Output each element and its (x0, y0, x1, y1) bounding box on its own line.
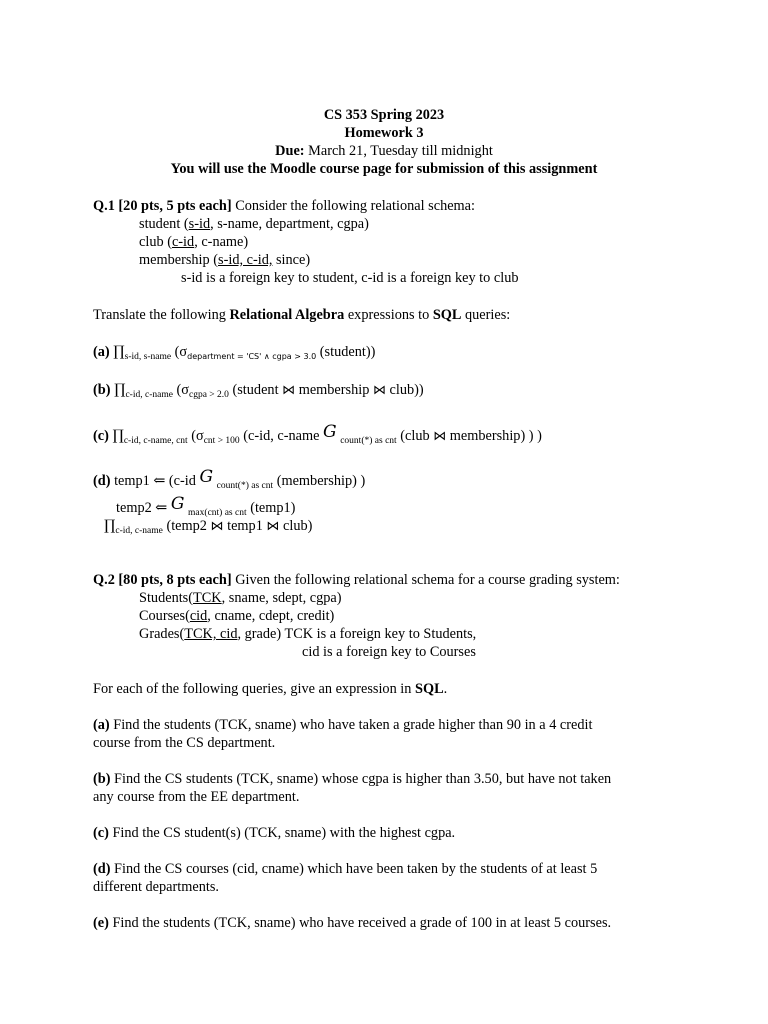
q1-part-c: (c) $\prod_{c-id, c-name, cnt}$ ($\sigma_{cnt > 100}$ (c-id, c-name G $_{count(*) as cnt}$ (club ⋈ membership) ) ) (93, 422, 542, 446)
q2-question-a-cont: course from the CS department. (93, 735, 276, 751)
projection-icon: ∏ (113, 344, 125, 360)
projection-icon: ∏ (114, 382, 126, 398)
join-icon: ⋈ (266, 519, 280, 534)
q1-schema-student: student (s-id, s-name, department, cgpa) (139, 216, 369, 232)
q2-question-d-cont: different departments. (93, 879, 219, 895)
aggregation-icon: G (170, 494, 185, 514)
projection-icon: ∏ (112, 428, 124, 444)
projection-icon: ∏ (104, 518, 116, 534)
q1-heading: Q.1 [20 pts, 5 pts each] Consider the following relational schema: (93, 198, 475, 214)
submission-note: You will use the Moodle course page for submission of this assignment (170, 161, 598, 177)
q1-part-b: (b) $\prod_{c-id, c-name}$ ($\sigma_{cgpa > 2.0}$ (student ⋈ membership ⋈ club)) (93, 382, 424, 400)
q1-part-d-line1: (d) temp1 ⇐ (c-id G $_{count(*) as cnt}$ (membership) ) (93, 467, 366, 491)
course-title: CS 353 Spring 2023 (323, 107, 445, 123)
q1-part-d-line3: $\prod_{c-id, c-name}$ (temp2 ⋈ temp1 ⋈ club) (104, 518, 313, 536)
q1-schema-club: club (c-id, c-name) (139, 234, 249, 250)
q2-question-b-cont: any course from the EE department. (93, 789, 300, 805)
q1-foreign-keys: s-id is a foreign key to student, c-id is a foreign key to club (181, 270, 519, 286)
q2-question-a: (a) Find the students (TCK, sname) who have taken a grade higher than 90 in a 4 credit (93, 717, 593, 733)
q1-schema-membership: membership (s-id, c-id, since) (139, 252, 311, 268)
q2-instruction: For each of the following queries, give an expression in SQL. (93, 681, 448, 697)
join-icon: ⋈ (433, 429, 447, 444)
q2-schema-courses: Courses(cid, cname, cdept, credit) (139, 608, 335, 624)
due-date: Due: March 21, Tuesday till midnight (275, 143, 493, 159)
q2-question-d: (d) Find the CS courses (cid, cname) which have been taken by the students of at least 5 (93, 861, 598, 877)
join-icon: ⋈ (282, 383, 296, 398)
q1-translate-instruction: Translate the following Relational Algebra expressions to SQL queries: (93, 307, 511, 323)
aggregation-icon: G (323, 422, 337, 442)
q2-schema-grades-fk: cid is a foreign key to Courses (302, 644, 476, 660)
q1-part-d-line2: temp2 ⇐ G $_{max(cnt) as cnt}$ (temp1) (116, 494, 296, 518)
join-icon: ⋈ (372, 383, 386, 398)
join-icon: ⋈ (210, 519, 224, 534)
q2-schema-grades: Grades(TCK, cid, grade) TCK is a foreign key to Students, (139, 626, 477, 642)
homework-title: Homework 3 (344, 125, 424, 141)
q2-question-b: (b) Find the CS students (TCK, sname) whose cgpa is higher than 3.50, but have not taken (93, 771, 612, 787)
aggregation-icon: G (199, 467, 214, 487)
q2-heading: Q.2 [80 pts, 8 pts each] Given the following relational schema for a course grading system: (93, 572, 620, 588)
q2-schema-students: Students(TCK, sname, sdept, cgpa) (139, 590, 342, 606)
q2-question-e: (e) Find the students (TCK, sname) who have received a grade of 100 in at least 5 courses. (93, 915, 612, 931)
q1-part-a: (a) $\prod_{s-id, s-name}$ ($\sigma_{department = 'CS' \wedge cgpa > 3.0}$ (student)) (93, 344, 376, 362)
q2-question-c: (c) Find the CS student(s) (TCK, sname) with the highest cgpa. (93, 825, 456, 841)
